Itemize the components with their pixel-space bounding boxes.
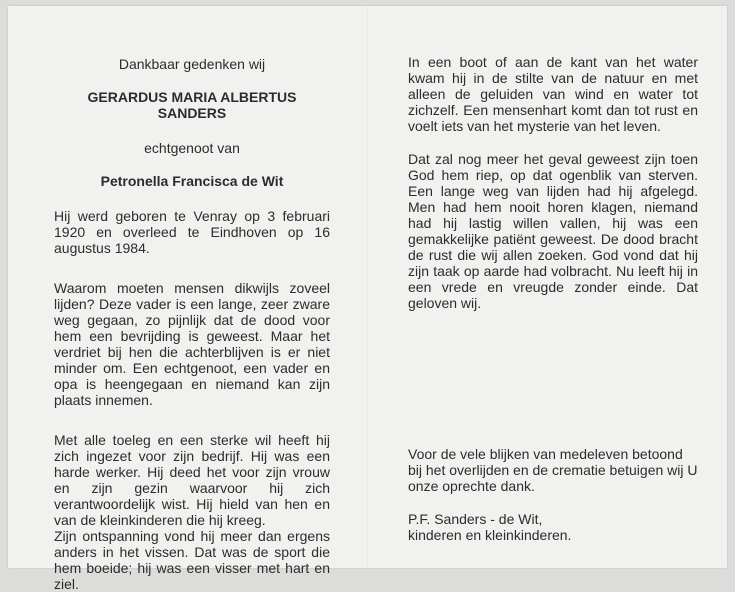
left-paragraph-3: Zijn ontspanning vond hij meer dan ergens anders in het vissen. Dat was de sport die hem boeide; hij was een visser met hart en ziel. <box>54 528 330 592</box>
left-paragraph-2: Met alle toeleg en een sterke wil heeft hij zich ingezet voor zijn bedrijf. Hij was een harde werker. Hij deed het voor zijn vrouw en zijn gezin waarvoor hij zich verantwoordelijk wist. Hij hield van hen en van de kleinkinderen die hij kreeg. <box>54 432 330 528</box>
birth-death-text: Hij werd geboren te Venray op 3 februari 1920 en overleed te Eindhoven op 16 augustus 1984. <box>54 208 330 256</box>
signature-line-1: P.F. Sanders - de Wit, <box>408 511 543 527</box>
intro-text: Dankbaar gedenken wij <box>118 56 266 72</box>
deceased-name-line-2: SANDERS <box>157 105 227 121</box>
spouse-label: echtgenoot van <box>144 140 240 156</box>
spouse-name: Petronella Francisca de Wit <box>100 173 284 189</box>
signature <box>408 511 698 543</box>
right-paragraph-1: In een boot of aan de kant van het water kwam hij in de stilte van de natuur en met alleen de geluiden van wind en water tot zichzelf. Een mensenhart komt dan tot rust en voelt iets van het mysterie van het leven. <box>408 54 698 134</box>
left-paragraph-1: Waarom moeten mensen dikwijls zoveel lijden? Deze vader is een lange, zeer zware weg gegaan, zo pijnlijk dat de dood voor hem een bevrijding is geweest. Maar het verdriet bij hen die achterblijven is er niet minder om. Een echtgenoot, een vader en opa is heengegaan en niemand kan zijn plaats innemen. <box>54 280 330 408</box>
thanks-text: Voor de vele blijken van medeleven betoond bij het overlijden en de crematie betuigen wij U onze oprechte dank. <box>408 446 698 494</box>
right-paragraph-2: Dat zal nog meer het geval geweest zijn toen God hem riep, op dat ogenblik van sterven. Een lange weg van lijden had hij afgelegd. Men had hem nooit horen klagen, niemand had hij lastig willen vallen, hij was een gemakkelijke patiënt geweest. De dood bracht de rust die wij allen zoeken. God vond dat hij zijn taak op aarde had volbracht. Nu leeft hij in een vrede en vreugde zonder einde. Dat geloven wij. <box>408 151 698 311</box>
card-fold <box>367 6 368 568</box>
left-column <box>54 54 330 592</box>
deceased-name-line-1: GERARDUS MARIA ALBERTUS <box>87 89 297 105</box>
right-column <box>408 54 698 543</box>
signature-line-2: kinderen en kleinkinderen. <box>408 527 572 543</box>
deceased-name <box>54 89 330 121</box>
